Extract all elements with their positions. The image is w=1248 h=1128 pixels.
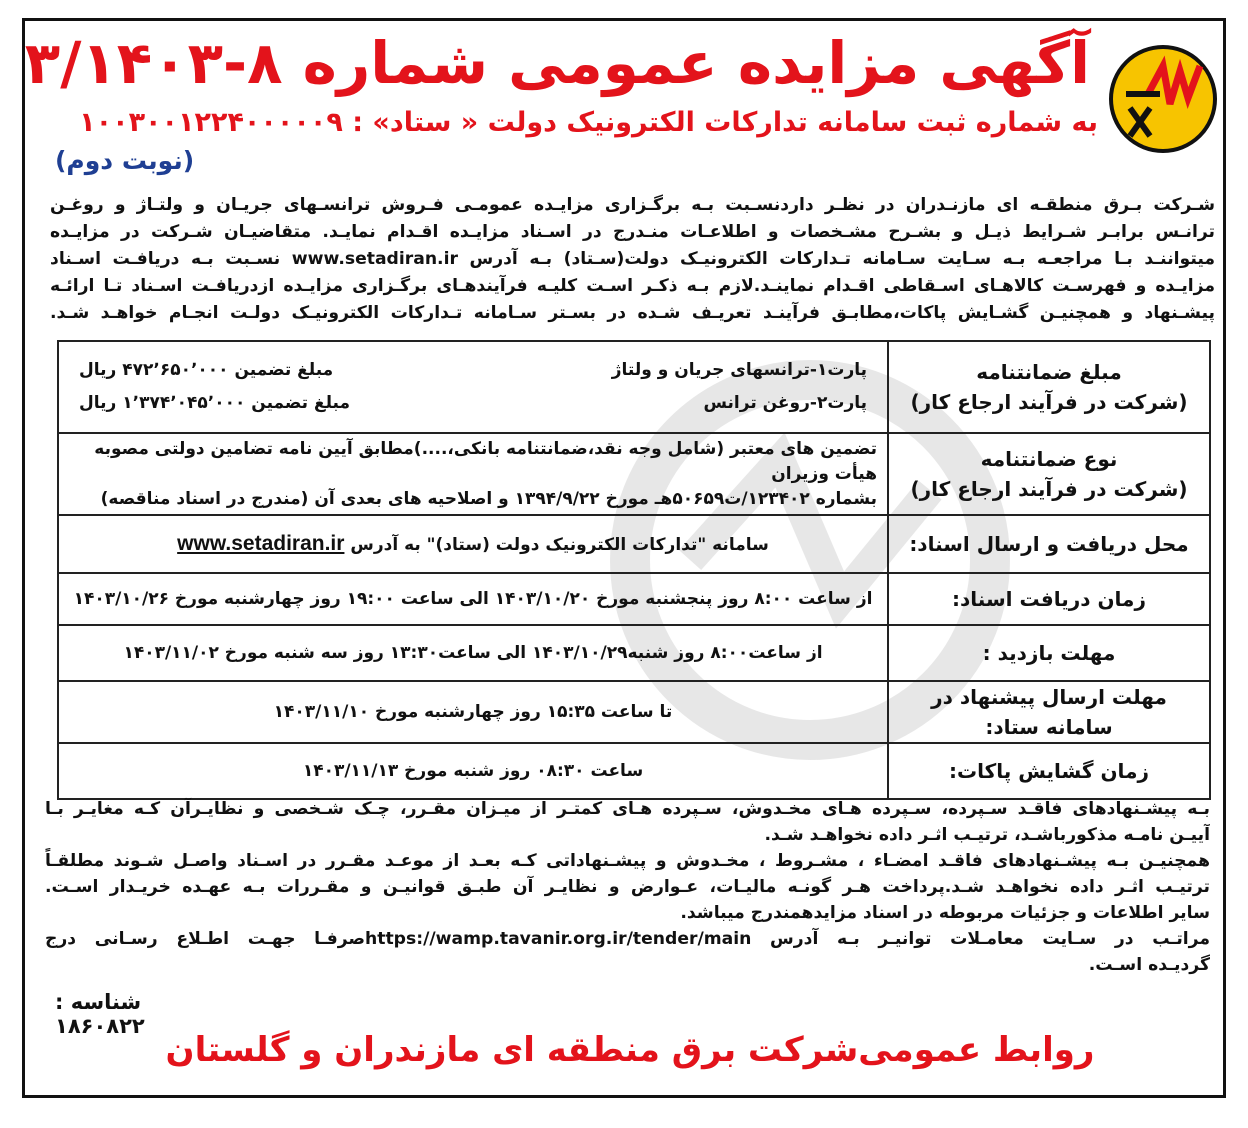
notice-title: آگهی مزایده عمومی شماره ۸-۳/۱۴۰۳: [24, 29, 1090, 97]
docs-place-label: محل دریافت و ارسال اسناد:: [888, 515, 1210, 573]
guarantee-label: مبلغ ضمانتنامه (شرکت در فرآیند ارجاع کار): [888, 341, 1210, 433]
table-row: [58, 625, 1210, 681]
guarantee-type-label: نوع ضمانتنامه (شرکت در فرآیند ارجاع کار): [888, 433, 1210, 515]
footer-line: همچنیـن بـه پیشـنهادهای فاقـد امضـاء ، مشـروط ، مخـدوش و پیشـنهاداتی کـه بعـد از موعـد مقـرر در اسـناد واصـل شـوند مطلقـاً: [45, 851, 1210, 871]
opening-label: زمان گشایش پاکات:: [888, 743, 1210, 799]
power-utility-logo-icon: [1108, 26, 1218, 172]
table-row: [58, 433, 1210, 515]
table-row: [58, 743, 1210, 799]
visit-label: مهلت بازدید :: [888, 625, 1210, 681]
submit-label: مهلت ارسال پیشنهاد در سامانه ستاد:: [888, 681, 1210, 743]
intro-line: مزایـده و فهرسـت کالاهـای اسـقاطی اقـدام نماینـد.لازم بـه ذکـر اسـت کلیـه فرآیندهـای برگـزاری مزایـده ازدریافـت اسـناد تـا ارائـه: [50, 276, 1215, 296]
setadiran-link[interactable]: www.setadiran.ir: [177, 531, 345, 555]
table-row: [58, 341, 1210, 433]
round-label: (نوبت دوم): [55, 146, 195, 175]
signature: روابط عمومی‌شرکت برق منطقه ای مازندران و گلستان: [165, 1030, 1095, 1070]
guarantee-type-value: تضمین های معتبر (شامل وجه نقد،ضمانتنامه بانکی،....)مطابق آیین نامه تضامین دولتی مصوبه هیأت وزیران بشماره ۱۲۳۴۰۲/ت۵۰۶۵۹هـ مورخ ۱۳۹۴/۹/۲۲ و اصلاحیه های بعدی آن (مندرج در اسناد مناقصه): [58, 433, 888, 515]
registration-number: به شماره ثبت سامانه تدارکات الکترونیک دولت « ستاد» : ۱۰۰۳۰۰۱۲۲۴۰۰۰۰۰۹: [79, 107, 1098, 138]
intro-line: ترانـس برابـر شـرایط ذیـل و بشـرح مشـخصات و اطلاعـات منـدرج در اسـناد مزایـده اقـدام نمایـد. متقاضیـان شـرکت در مزایـده: [50, 222, 1215, 242]
docs-place-value: سامانه "تدارکات الکترونیک دولت (ستاد)" به آدرس www.setadiran.ir: [58, 515, 888, 573]
table-row: [58, 573, 1210, 625]
part1-amount: مبلغ تضمین ۴۷۲٬۶۵۰٬۰۰۰ ریال: [79, 360, 334, 380]
footer-line: ترتیـب اثـر داده نخواهـد شـد.پرداخت هـر گونـه مالیـات، عـوارض و نظایـر آن طبـق قوانیـن و مقـررات بـه عهـده خریـدار اسـت.: [45, 877, 1210, 897]
footer-line: سایر اطلاعات و جزئیات مربوطه در اسناد مزایدهمندرج میباشد.: [680, 903, 1210, 923]
notice-id: شناسه : ۱۸۶۰۸۲۲: [55, 990, 145, 1038]
details-table: [57, 340, 1211, 800]
footer-line: مراتـب در سـایت معامـلات توانیـر بـه آدرس https://wamp.tavanir.org.ir/tender/mainصرفـا جهـت اطـلاع رسـانی درج: [45, 929, 1210, 949]
intro-line: میتواننـد بـا مراجعـه بـه سـایت سـامانه تـدارکات الکترونیـک دولت(سـتاد) بـه آدرس www.setadiran.ir نسـبت بـه دریافـت اسـناد: [50, 249, 1215, 269]
table-row: [58, 681, 1210, 743]
guarantee-value: [58, 341, 888, 433]
intro-line: شـرکت بـرق منطقـه ای مازنـدران در نظـر داردنسـبت بـه برگـزاری مزایـده عمومـی فـروش ترانسـهای جریـان و ولتـاژ و روغـن: [50, 195, 1215, 215]
opening-value: ساعت ۰۸:۳۰ روز شنبه مورخ ۱۴۰۳/۱۱/۱۳: [58, 743, 888, 799]
submit-value: تا ساعت ۱۵:۳۵ روز چهارشنبه مورخ ۱۴۰۳/۱۱/۱۰: [58, 681, 888, 743]
intro-line: پیشـنهاد و همچنیـن گشـایش پاکات،مطابـق فرآینـد تعریـف شـده در بسـتر سـامانه تـدارکات الکترونیـک دولـت انجـام خواهـد شـد.: [50, 303, 1215, 323]
footer-paragraphs: [45, 796, 1210, 978]
docs-time-value: از ساعت ۸:۰۰ روز پنجشنبه مورخ ۱۴۰۳/۱۰/۲۰ الی ساعت ۱۹:۰۰ روز چهارشنبه مورخ ۱۴۰۳/۱۰/۲۶: [58, 573, 888, 625]
footer-line: آییـن نامـه مذکورباشـد، ترتیـب اثـر داده نخواهـد شـد.: [764, 825, 1210, 845]
part2-amount: مبلغ تضمین ۱٬۳۷۴٬۰۴۵٬۰۰۰ ریال: [79, 393, 350, 413]
footer-line: بـه پیشـنهادهای فاقـد سـپرده، سـپرده هـای مخـدوش، سـپرده هـای کمتـر از میـزان مقـرر، چـک شـخصی و نظایـرآن کـه مغایـر بـا: [45, 799, 1210, 819]
visit-value: از ساعت۸:۰۰ روز شنبه۱۴۰۳/۱۰/۲۹ الی ساعت۱۳:۳۰ روز سه شنبه مورخ ۱۴۰۳/۱۱/۰۲: [58, 625, 888, 681]
intro-paragraph: [50, 192, 1215, 327]
footer-line: گردیـده اسـت.: [1088, 955, 1210, 975]
part2-label: پارت۲-روغن ترانس: [703, 393, 867, 413]
part1-label: پارت۱-ترانسهای جریان و ولتاژ: [611, 360, 867, 380]
docs-time-label: زمان دریافت اسناد:: [888, 573, 1210, 625]
table-row: [58, 515, 1210, 573]
